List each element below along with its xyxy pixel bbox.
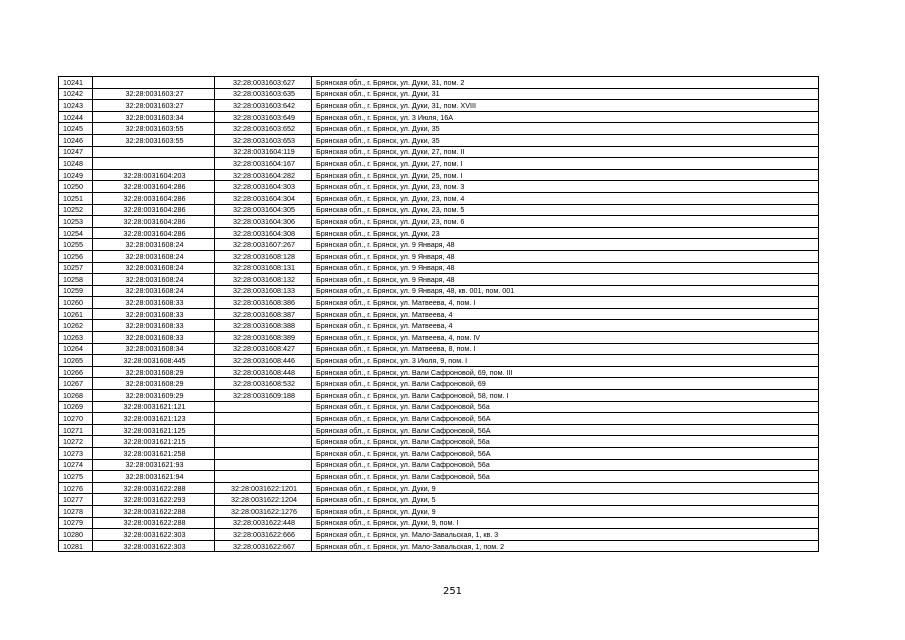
cadastral-number-cell: 32:28:0031608:448 — [215, 366, 312, 378]
address-cell: Брянская обл., г. Брянск, ул. Дуки, 35 — [312, 123, 819, 135]
parent-cadastral-number-cell: 32:28:0031622:288 — [93, 505, 215, 517]
row-number-cell: 10270 — [59, 413, 93, 425]
row-number-cell: 10265 — [59, 355, 93, 367]
address-cell: Брянская обл., г. Брянск, ул. Дуки, 9 — [312, 505, 819, 517]
address-cell: Брянская обл., г. Брянск, ул. Вали Сафроновой, 56а — [312, 436, 819, 448]
cadastral-number-cell: 32:28:0031604:304 — [215, 192, 312, 204]
row-number-cell: 10264 — [59, 343, 93, 355]
parent-cadastral-number-cell: 32:28:0031608:33 — [93, 320, 215, 332]
row-number-cell: 10280 — [59, 529, 93, 541]
parent-cadastral-number-cell: 32:28:0031604:286 — [93, 216, 215, 228]
cadastral-number-cell: 32:28:0031603:653 — [215, 134, 312, 146]
row-number-cell: 10247 — [59, 146, 93, 158]
table-row — [59, 285, 819, 297]
parent-cadastral-number-cell: 32:28:0031608:24 — [93, 285, 215, 297]
cadastral-number-cell: 32:28:0031603:649 — [215, 111, 312, 123]
address-cell: Брянская обл., г. Брянск, ул. Дуки, 25, пом. I — [312, 169, 819, 181]
table-row — [59, 505, 819, 517]
page-number: 251 — [442, 586, 463, 597]
cadastral-number-cell — [215, 471, 312, 483]
row-number-cell: 10251 — [59, 192, 93, 204]
parent-cadastral-number-cell: 32:28:0031608:33 — [93, 297, 215, 309]
cadastral-number-cell: 32:28:0031622:1201 — [215, 482, 312, 494]
row-number-cell: 10260 — [59, 297, 93, 309]
row-number-cell: 10256 — [59, 250, 93, 262]
cadastral-number-cell: 32:28:0031622:667 — [215, 540, 312, 552]
parent-cadastral-number-cell — [93, 77, 215, 89]
parent-cadastral-number-cell: 32:28:0031604:286 — [93, 227, 215, 239]
table-row — [59, 192, 819, 204]
table-row — [59, 448, 819, 460]
row-number-cell: 10273 — [59, 448, 93, 460]
cadastral-number-cell — [215, 459, 312, 471]
table-row — [59, 332, 819, 344]
parent-cadastral-number-cell: 32:28:0031603:34 — [93, 111, 215, 123]
address-cell: Брянская обл., г. Брянск, ул. Дуки, 23, пом. 6 — [312, 216, 819, 228]
table-row — [59, 482, 819, 494]
table-row — [59, 227, 819, 239]
cadastral-number-cell: 32:28:0031604:167 — [215, 158, 312, 170]
cadastral-number-cell: 32:28:0031603:627 — [215, 77, 312, 89]
parent-cadastral-number-cell — [93, 146, 215, 158]
table-row — [59, 111, 819, 123]
cadastral-number-cell: 32:28:0031608:532 — [215, 378, 312, 390]
address-cell: Брянская обл., г. Брянск, ул. Матвеева, 4, пом. IV — [312, 332, 819, 344]
row-number-cell: 10269 — [59, 401, 93, 413]
row-number-cell: 10248 — [59, 158, 93, 170]
parent-cadastral-number-cell: 32:28:0031622:288 — [93, 482, 215, 494]
address-cell: Брянская обл., г. Брянск, ул. Матвеева, 4 — [312, 320, 819, 332]
address-cell: Брянская обл., г. Брянск, ул. Дуки, 31 — [312, 88, 819, 100]
row-number-cell: 10242 — [59, 88, 93, 100]
row-number-cell: 10275 — [59, 471, 93, 483]
row-number-cell: 10263 — [59, 332, 93, 344]
address-cell: Брянская обл., г. Брянск, ул. Матвеева, 4, пом. I — [312, 297, 819, 309]
row-number-cell: 10253 — [59, 216, 93, 228]
address-cell: Брянская обл., г. Брянск, ул. Вали Сафроновой, 58, пом. I — [312, 390, 819, 402]
table-row — [59, 100, 819, 112]
row-number-cell: 10272 — [59, 436, 93, 448]
parent-cadastral-number-cell: 32:28:0031608:24 — [93, 250, 215, 262]
table-row — [59, 262, 819, 274]
cadastral-number-cell — [215, 448, 312, 460]
cadastral-number-cell: 32:28:0031608:427 — [215, 343, 312, 355]
cadastral-number-cell: 32:28:0031604:305 — [215, 204, 312, 216]
table-row — [59, 297, 819, 309]
address-cell: Брянская обл., г. Брянск, ул. 9 Января, 48 — [312, 274, 819, 286]
address-cell: Брянская обл., г. Брянск, ул. Вали Сафроновой, 56А — [312, 424, 819, 436]
table-row — [59, 378, 819, 390]
cadastral-number-cell: 32:28:0031603:652 — [215, 123, 312, 135]
table-row — [59, 424, 819, 436]
parent-cadastral-number-cell: 32:28:0031603:27 — [93, 88, 215, 100]
table-row — [59, 274, 819, 286]
cadastral-number-cell: 32:28:0031622:448 — [215, 517, 312, 529]
address-cell: Брянская обл., г. Брянск, ул. 9 Января, 48 — [312, 250, 819, 262]
cadastral-number-cell — [215, 413, 312, 425]
cadastral-number-cell: 32:28:0031603:642 — [215, 100, 312, 112]
parent-cadastral-number-cell: 32:28:0031621:94 — [93, 471, 215, 483]
table-row — [59, 123, 819, 135]
address-cell: Брянская обл., г. Брянск, ул. 9 Января, 48, кв. 001, пом. 001 — [312, 285, 819, 297]
address-cell: Брянская обл., г. Брянск, ул. Вали Сафроновой, 56а — [312, 401, 819, 413]
cadastral-number-cell: 32:28:0031604:282 — [215, 169, 312, 181]
parent-cadastral-number-cell: 32:28:0031603:27 — [93, 100, 215, 112]
table-row — [59, 401, 819, 413]
address-cell: Брянская обл., г. Брянск, ул. 9 Января, 48 — [312, 239, 819, 251]
cadastral-number-cell: 32:28:0031608:386 — [215, 297, 312, 309]
address-cell: Брянская обл., г. Брянск, ул. Вали Сафроновой, 56а — [312, 471, 819, 483]
cadastral-number-cell: 32:28:0031608:133 — [215, 285, 312, 297]
parent-cadastral-number-cell: 32:28:0031621:258 — [93, 448, 215, 460]
table-row — [59, 343, 819, 355]
row-number-cell: 10262 — [59, 320, 93, 332]
cadastral-number-cell: 32:28:0031608:131 — [215, 262, 312, 274]
table-row — [59, 146, 819, 158]
parent-cadastral-number-cell: 32:28:0031621:121 — [93, 401, 215, 413]
row-number-cell: 10243 — [59, 100, 93, 112]
address-cell: Брянская обл., г. Брянск, ул. Дуки, 5 — [312, 494, 819, 506]
address-cell: Брянская обл., г. Брянск, ул. Матвеева, 4 — [312, 308, 819, 320]
table-row — [59, 355, 819, 367]
parent-cadastral-number-cell: 32:28:0031622:303 — [93, 540, 215, 552]
address-cell: Брянская обл., г. Брянск, ул. Дуки, 9, пом. I — [312, 517, 819, 529]
parent-cadastral-number-cell: 32:28:0031622:303 — [93, 529, 215, 541]
cadastral-number-cell: 32:28:0031608:128 — [215, 250, 312, 262]
parent-cadastral-number-cell: 32:28:0031608:29 — [93, 366, 215, 378]
address-cell: Брянская обл., г. Брянск, ул. Дуки, 27, пом. I — [312, 158, 819, 170]
parent-cadastral-number-cell: 32:28:0031608:24 — [93, 274, 215, 286]
cadastral-number-cell: 32:28:0031604:308 — [215, 227, 312, 239]
table-row — [59, 494, 819, 506]
cadastral-number-cell: 32:28:0031604:303 — [215, 181, 312, 193]
table-row — [59, 471, 819, 483]
row-number-cell: 10261 — [59, 308, 93, 320]
parent-cadastral-number-cell: 32:28:0031603:55 — [93, 123, 215, 135]
row-number-cell: 10266 — [59, 366, 93, 378]
row-number-cell: 10257 — [59, 262, 93, 274]
row-number-cell: 10268 — [59, 390, 93, 402]
cadastral-number-cell: 32:28:0031607:267 — [215, 239, 312, 251]
cadastral-number-cell: 32:28:0031604:306 — [215, 216, 312, 228]
parent-cadastral-number-cell: 32:28:0031608:24 — [93, 239, 215, 251]
table-row — [59, 413, 819, 425]
row-number-cell: 10276 — [59, 482, 93, 494]
address-cell: Брянская обл., г. Брянск, ул. Вали Сафроновой, 69, пом. III — [312, 366, 819, 378]
address-cell: Брянская обл., г. Брянск, ул. 3 Июля, 16А — [312, 111, 819, 123]
registry-table-body — [59, 77, 819, 552]
parent-cadastral-number-cell: 32:28:0031608:445 — [93, 355, 215, 367]
address-cell: Брянская обл., г. Брянск, ул. Дуки, 35 — [312, 134, 819, 146]
address-cell: Брянская обл., г. Брянск, ул. Дуки, 31, пом. 2 — [312, 77, 819, 89]
parent-cadastral-number-cell: 32:28:0031604:286 — [93, 181, 215, 193]
row-number-cell: 10255 — [59, 239, 93, 251]
cadastral-number-cell: 32:28:0031608:446 — [215, 355, 312, 367]
cadastral-number-cell: 32:28:0031603:635 — [215, 88, 312, 100]
parent-cadastral-number-cell: 32:28:0031621:125 — [93, 424, 215, 436]
table-row — [59, 320, 819, 332]
parent-cadastral-number-cell: 32:28:0031603:55 — [93, 134, 215, 146]
parent-cadastral-number-cell: 32:28:0031621:215 — [93, 436, 215, 448]
address-cell: Брянская обл., г. Брянск, ул. Дуки, 9 — [312, 482, 819, 494]
table-row — [59, 390, 819, 402]
row-number-cell: 10250 — [59, 181, 93, 193]
address-cell: Брянская обл., г. Брянск, ул. Вали Сафроновой, 56А — [312, 448, 819, 460]
parent-cadastral-number-cell: 32:28:0031604:203 — [93, 169, 215, 181]
parent-cadastral-number-cell: 32:28:0031604:286 — [93, 204, 215, 216]
cadastral-number-cell — [215, 401, 312, 413]
parent-cadastral-number-cell: 32:28:0031604:286 — [93, 192, 215, 204]
row-number-cell: 10271 — [59, 424, 93, 436]
row-number-cell: 10259 — [59, 285, 93, 297]
cadastral-number-cell: 32:28:0031608:132 — [215, 274, 312, 286]
address-cell: Брянская обл., г. Брянск, ул. Вали Сафроновой, 56а — [312, 459, 819, 471]
table-row — [59, 529, 819, 541]
row-number-cell: 10281 — [59, 540, 93, 552]
table-row — [59, 540, 819, 552]
parent-cadastral-number-cell: 32:28:0031608:33 — [93, 308, 215, 320]
parent-cadastral-number-cell: 32:28:0031609:29 — [93, 390, 215, 402]
cadastral-number-cell: 32:28:0031622:666 — [215, 529, 312, 541]
row-number-cell: 10254 — [59, 227, 93, 239]
table-row — [59, 77, 819, 89]
row-number-cell: 10279 — [59, 517, 93, 529]
address-cell: Брянская обл., г. Брянск, ул. Дуки, 23, пом. 3 — [312, 181, 819, 193]
address-cell: Брянская обл., г. Брянск, ул. Дуки, 27, пом. II — [312, 146, 819, 158]
cadastral-number-cell — [215, 436, 312, 448]
table-row — [59, 204, 819, 216]
address-cell: Брянская обл., г. Брянск, ул. Дуки, 23, пом. 4 — [312, 192, 819, 204]
cadastral-number-cell: 32:28:0031604:119 — [215, 146, 312, 158]
row-number-cell: 10241 — [59, 77, 93, 89]
parent-cadastral-number-cell: 32:28:0031608:34 — [93, 343, 215, 355]
registry-table — [58, 76, 819, 552]
address-cell: Брянская обл., г. Брянск, ул. Дуки, 31, пом. XVIII — [312, 100, 819, 112]
parent-cadastral-number-cell: 32:28:0031608:29 — [93, 378, 215, 390]
parent-cadastral-number-cell: 32:28:0031621:123 — [93, 413, 215, 425]
address-cell: Брянская обл., г. Брянск, ул. Матвеева, 8, пом. I — [312, 343, 819, 355]
cadastral-number-cell: 32:28:0031622:1276 — [215, 505, 312, 517]
row-number-cell: 10252 — [59, 204, 93, 216]
table-row — [59, 181, 819, 193]
row-number-cell: 10278 — [59, 505, 93, 517]
cadastral-number-cell — [215, 424, 312, 436]
row-number-cell: 10246 — [59, 134, 93, 146]
row-number-cell: 10244 — [59, 111, 93, 123]
address-cell: Брянская обл., г. Брянск, ул. Дуки, 23 — [312, 227, 819, 239]
cadastral-number-cell: 32:28:0031608:387 — [215, 308, 312, 320]
parent-cadastral-number-cell: 32:28:0031621:93 — [93, 459, 215, 471]
address-cell: Брянская обл., г. Брянск, ул. Вали Сафроновой, 69 — [312, 378, 819, 390]
table-row — [59, 134, 819, 146]
row-number-cell: 10249 — [59, 169, 93, 181]
row-number-cell: 10258 — [59, 274, 93, 286]
parent-cadastral-number-cell: 32:28:0031608:24 — [93, 262, 215, 274]
table-row — [59, 308, 819, 320]
cadastral-number-cell: 32:28:0031608:389 — [215, 332, 312, 344]
address-cell: Брянская обл., г. Брянск, ул. Вали Сафроновой, 56А — [312, 413, 819, 425]
address-cell: Брянская обл., г. Брянск, ул. Мало-Завальская, 1, кв. 3 — [312, 529, 819, 541]
address-cell: Брянская обл., г. Брянск, ул. 9 Января, 48 — [312, 262, 819, 274]
row-number-cell: 10274 — [59, 459, 93, 471]
table-row — [59, 436, 819, 448]
address-cell: Брянская обл., г. Брянск, ул. Дуки, 23, пом. 5 — [312, 204, 819, 216]
parent-cadastral-number-cell: 32:28:0031622:288 — [93, 517, 215, 529]
table-row — [59, 517, 819, 529]
table-row — [59, 250, 819, 262]
row-number-cell: 10277 — [59, 494, 93, 506]
cadastral-number-cell: 32:28:0031622:1204 — [215, 494, 312, 506]
table-row — [59, 216, 819, 228]
parent-cadastral-number-cell: 32:28:0031622:293 — [93, 494, 215, 506]
row-number-cell: 10267 — [59, 378, 93, 390]
table-row — [59, 366, 819, 378]
address-cell: Брянская обл., г. Брянск, ул. Мало-Завальская, 1, пом. 2 — [312, 540, 819, 552]
table-row — [59, 158, 819, 170]
address-cell: Брянская обл., г. Брянск, ул. 3 Июля, 9, пом. I — [312, 355, 819, 367]
table-row — [59, 169, 819, 181]
table-row — [59, 88, 819, 100]
row-number-cell: 10245 — [59, 123, 93, 135]
parent-cadastral-number-cell — [93, 158, 215, 170]
table-row — [59, 239, 819, 251]
cadastral-number-cell: 32:28:0031608:388 — [215, 320, 312, 332]
parent-cadastral-number-cell: 32:28:0031608:33 — [93, 332, 215, 344]
table-row — [59, 459, 819, 471]
cadastral-number-cell: 32:28:0031609:188 — [215, 390, 312, 402]
